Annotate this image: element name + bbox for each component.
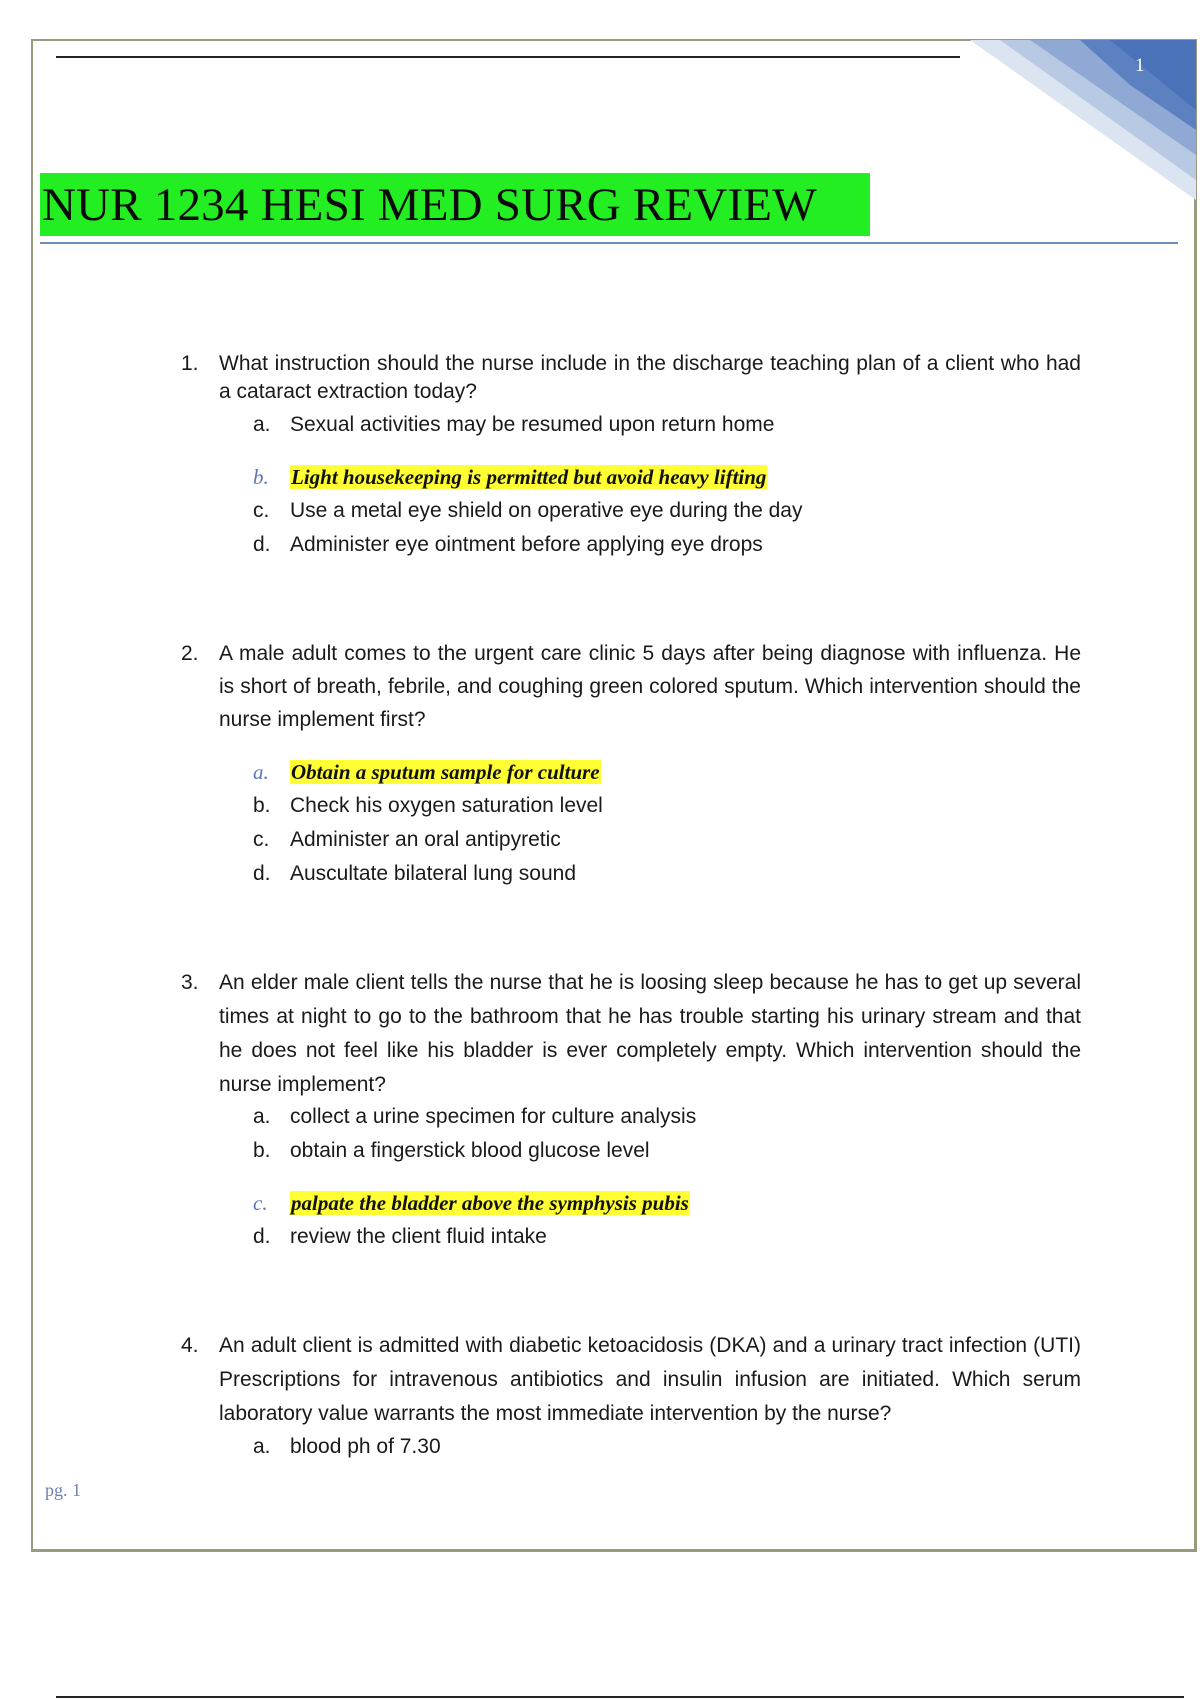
answer-option (253, 791, 603, 821)
page-number: 1 (1135, 55, 1145, 76)
answer-option (253, 1102, 696, 1132)
answer-option (253, 1432, 441, 1462)
option-letter: d. (253, 862, 271, 885)
answer-option (253, 825, 561, 855)
answer-option (253, 1136, 650, 1166)
document-title: NUR 1234 HESI MED SURG REVIEW (42, 179, 817, 231)
title-rule (40, 242, 1178, 244)
question-1 (181, 350, 1081, 406)
option-letter: a. (253, 1435, 271, 1458)
option-text-highlighted: palpate the bladder above the symphysis pubis (291, 1191, 689, 1215)
correct-answer-option (253, 462, 767, 493)
question-text: What instruction should the nurse include in the discharge teaching plan of a client who had a cataract extraction today? (219, 352, 1081, 403)
question-number: 3. (181, 971, 199, 994)
next-page-header-rule (56, 1696, 1184, 1698)
option-text: blood ph of 7.30 (290, 1435, 441, 1458)
question-number: 4. (181, 1334, 199, 1357)
option-letter: c. (253, 1191, 268, 1215)
question-number: 1. (181, 352, 199, 375)
option-text-highlighted: Light housekeeping is permitted but avoid heavy lifting (291, 465, 767, 489)
answer-option (253, 530, 763, 560)
option-letter: a. (253, 413, 271, 436)
answer-option (253, 410, 774, 440)
option-letter: b. (253, 465, 269, 489)
option-letter: a. (253, 760, 269, 784)
document-page (31, 39, 1197, 1552)
question-3 (181, 966, 1081, 1102)
corner-decoration (960, 40, 1196, 200)
option-letter: d. (253, 1225, 271, 1248)
option-letter: b. (253, 794, 271, 817)
answer-option (253, 859, 576, 889)
option-letter: d. (253, 533, 271, 556)
option-letter: b. (253, 1139, 271, 1162)
option-letter: c. (253, 828, 270, 851)
question-text: An adult client is admitted with diabetic ketoacidosis (DKA) and a urinary tract infection (UTI) Prescriptions for intravenous antibiotics and insulin infusion are initiated. Which serum laboratory value warrants the most immediate intervention by the nurse? (219, 1334, 1081, 1425)
answer-option (253, 1222, 547, 1252)
option-text: Auscultate bilateral lung sound (290, 862, 577, 885)
option-letter: c. (253, 499, 270, 522)
question-text: An elder male client tells the nurse that he is loosing sleep because he has to get up several times at night to go to the bathroom that he has trouble starting his urinary stream and that he does not feel like his bladder is ever completely empty. Which intervention should the nurse implement? (219, 971, 1081, 1096)
question-4 (181, 1329, 1081, 1431)
correct-answer-option (253, 757, 601, 788)
option-text: Use a metal eye shield on operative eye during the day (290, 499, 803, 522)
option-text: Administer an oral antipyretic (290, 828, 561, 851)
option-text: review the client fluid intake (290, 1225, 547, 1248)
question-number: 2. (181, 642, 199, 665)
option-text-highlighted: Obtain a sputum sample for culture (291, 760, 600, 784)
option-text: Check his oxygen saturation level (290, 794, 603, 817)
question-2 (181, 637, 1081, 736)
footer-page-label: pg. 1 (45, 1480, 81, 1500)
option-text: Administer eye ointment before applying eye drops (290, 533, 763, 556)
option-text: collect a urine specimen for culture analysis (290, 1105, 697, 1128)
correct-answer-option (253, 1188, 690, 1219)
question-text: A male adult comes to the urgent care clinic 5 days after being diagnose with influenza. He is short of breath, febrile, and coughing green colored sputum. Which intervention should the nurse implement first? (219, 642, 1081, 731)
header-rule (56, 56, 960, 58)
option-text: Sexual activities may be resumed upon return home (290, 413, 775, 436)
option-letter: a. (253, 1105, 271, 1128)
option-text: obtain a fingerstick blood glucose level (290, 1139, 650, 1162)
answer-option (253, 496, 802, 526)
